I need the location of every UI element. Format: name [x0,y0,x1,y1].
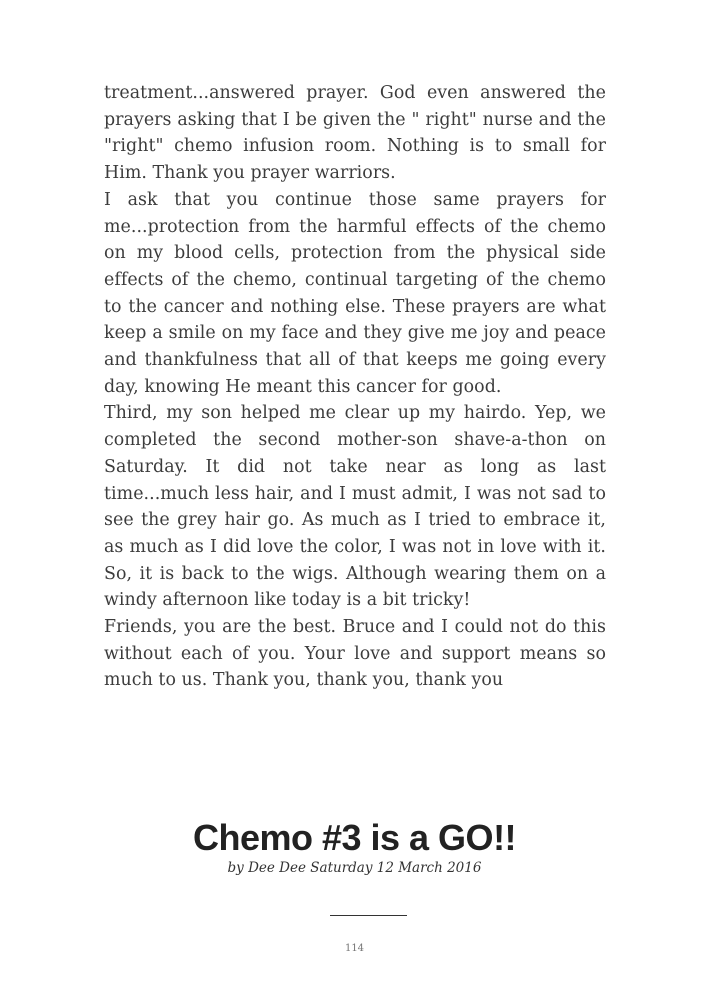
post-byline: by Dee Dee Saturday 12 March 2016 [227,860,482,876]
paragraph: treatment...answered prayer. God even answered the prayers asking that I be given the " right" nurse and the "right" chemo infusion room. Nothing is to small for Him. Thank you prayer warriors. [104,83,606,184]
page-number: 114 [344,943,365,954]
paragraph: Third, my son helped me clear up my hairdo. Yep, we completed the second mother-son shave-a-thon on Saturday. It did not take near as long as last time...much less hair, and I must admit, I was not sad to see the grey hair go. As much as I tried to embrace it, as much as I did love the color, I was not in love with it. So, it is back to the wigs. Although wearing them on a windy afternoon like today is a bit tricky! [104,403,606,611]
paragraph: Friends, you are the best. Bruce and I could not do this without each of you. Your love and support means so much to us. Thank you, thank you, thank you [104,617,606,691]
separator-rule [330,915,407,916]
post-title: Chemo #3 is a GO!! [192,817,517,858]
article-body [104,80,606,694]
paragraph: I ask that you continue those same prayers for me...protection from the harmful effects of the chemo on my blood cells, protection from the physical side effects of the chemo, continual targeting of the chemo to the cancer and nothing else. These prayers are what keep a smile on my face and they give me joy and peace and thankfulness that all of that keeps me going every day, knowing He meant this cancer for good. [104,189,606,397]
